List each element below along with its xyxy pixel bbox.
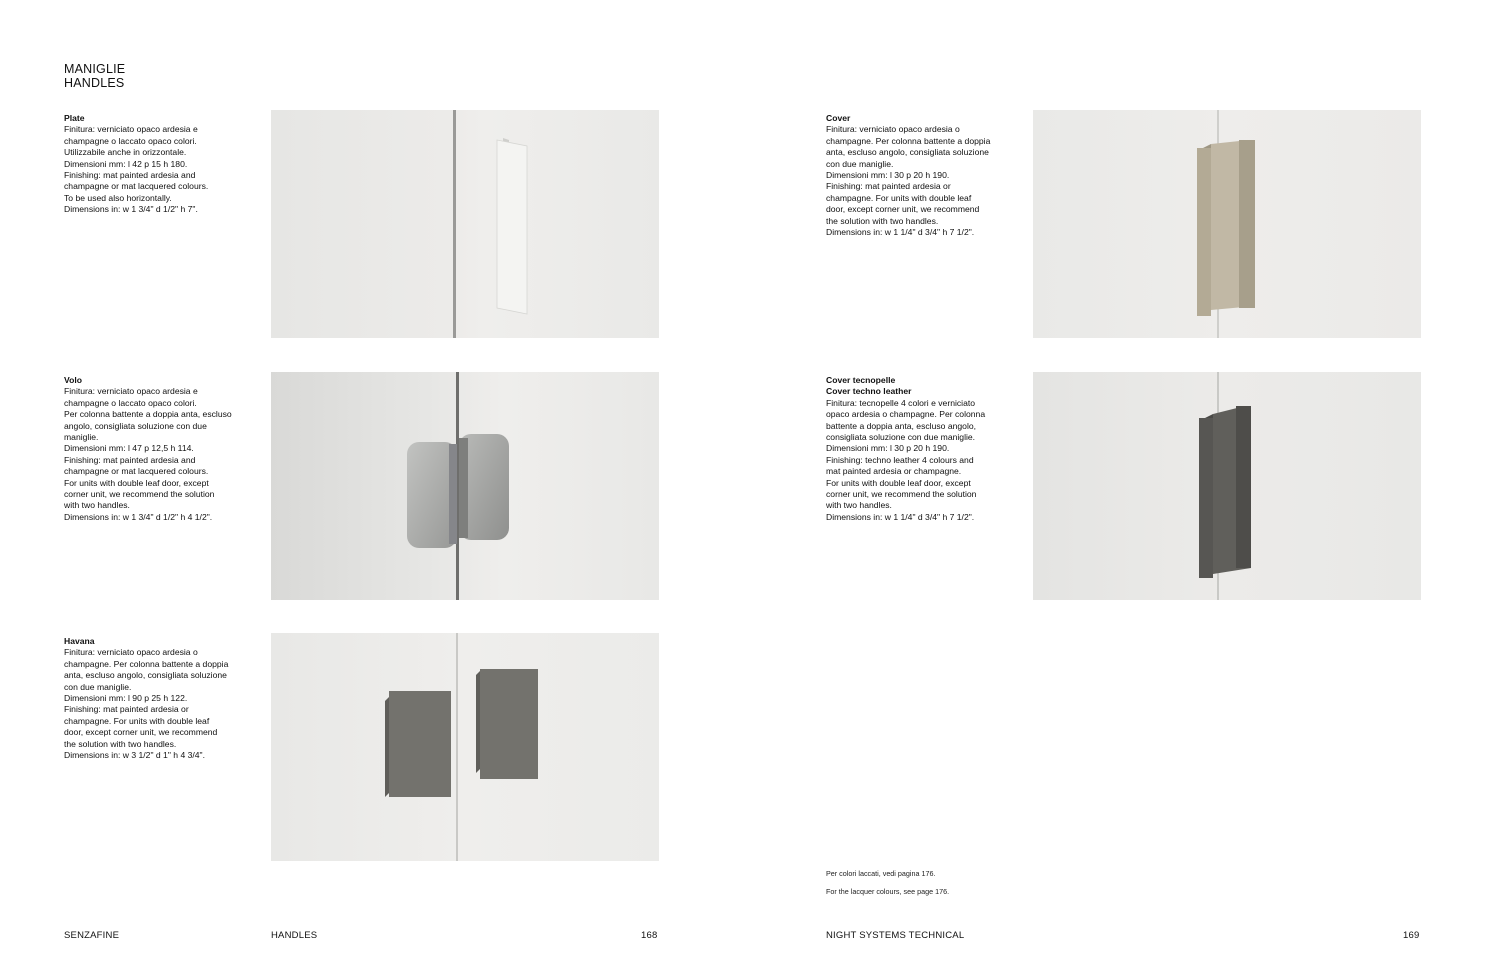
product-name-cover-tecnopelle: Cover tecnopelle <box>826 375 896 385</box>
havana-description <box>64 636 254 761</box>
product-name-cover: Cover <box>826 113 851 123</box>
cover-line: door, except corner unit, we recommend <box>826 204 980 215</box>
footer-section-right: NIGHT SYSTEMS TECHNICAL <box>826 930 965 941</box>
volo-line: corner unit, we recommend the solution <box>64 489 215 500</box>
cover-handle-photo <box>1033 110 1421 338</box>
cover-tecnopelle-line: For units with double leaf door, except <box>826 477 971 488</box>
havana-line: anta, escluso angolo, consigliata soluzione <box>64 670 227 681</box>
cover-tecnopelle-description <box>826 375 1016 523</box>
product-name-cover-techno-leather: Cover techno leather <box>826 386 912 397</box>
product-name-havana: Havana <box>64 636 95 646</box>
cover-description <box>826 113 1016 238</box>
footer-section-left: HANDLES <box>271 930 318 941</box>
lacquer-note-it: Per colori laccati, vedi pagina 176. <box>826 869 936 878</box>
plate-handle-illustration <box>271 110 659 338</box>
plate-description <box>64 113 254 216</box>
volo-line: champagne o laccato opaco colori. <box>64 397 197 408</box>
volo-line: maniglie. <box>64 432 99 443</box>
lacquer-note-en: For the lacquer colours, see page 176. <box>826 887 950 896</box>
section-title-it: MANIGLIE <box>64 62 126 76</box>
footer-page-left: 168 <box>641 930 658 941</box>
plate-line: champagne or mat lacquered colours. <box>64 181 209 192</box>
volo-line: Per colonna battente a doppia anta, escluso <box>64 409 232 420</box>
volo-line: Finishing: mat painted ardesia and <box>64 454 196 465</box>
cover-tecnopelle-line: opaco ardesia o champagne. Per colonna <box>826 409 986 420</box>
volo-handle-photo <box>271 372 659 600</box>
volo-line: angolo, consigliata soluzione con due <box>64 420 207 431</box>
volo-line: For units with double leaf door, except <box>64 477 209 488</box>
volo-line: Dimensioni mm: l 47 p 12,5 h 114. <box>64 443 194 454</box>
cover-line: champagne. For units with double leaf <box>826 192 972 203</box>
plate-line: Finitura: verniciato opaco ardesia e <box>64 124 198 135</box>
havana-line: con due maniglie. <box>64 681 132 692</box>
cover-tecnopelle-line: consigliata soluzione con due maniglie. <box>826 432 976 443</box>
havana-line: champagne. Per colonna battente a doppia <box>64 658 229 669</box>
havana-line: door, except corner unit, we recommend <box>64 727 218 738</box>
section-title <box>64 62 125 90</box>
havana-line: the solution with two handles. <box>64 738 177 749</box>
cover-line: con due maniglie. <box>826 158 894 169</box>
volo-line: champagne or mat lacquered colours. <box>64 466 209 477</box>
havana-handle-illustration <box>271 633 659 861</box>
cover-tecnopelle-line: corner unit, we recommend the solution <box>826 489 977 500</box>
plate-line: Utilizzabile anche in orizzontale. <box>64 147 187 158</box>
plate-handle-photo <box>271 110 659 338</box>
cover-tecnopelle-line: Dimensions in: w 1 1/4" d 3/4" h 7 1/2". <box>826 511 975 522</box>
havana-line: Finishing: mat painted ardesia or <box>64 704 189 715</box>
havana-line: Dimensions in: w 3 1/2" d 1" h 4 3/4". <box>64 750 205 761</box>
product-name-volo: Volo <box>64 375 82 385</box>
volo-description <box>64 375 254 523</box>
cover-tecnopelle-line: with two handles. <box>826 500 892 511</box>
cover-tecnopelle-line: Dimensioni mm: l 30 p 20 h 190. <box>826 443 950 454</box>
footer-page-right: 169 <box>1403 930 1420 941</box>
section-title-en: HANDLES <box>64 76 125 90</box>
cover-handle-illustration <box>1033 110 1421 338</box>
cover-line: champagne. Per colonna battente a doppia <box>826 135 991 146</box>
plate-line: Dimensions in: w 1 3/4" d 1/2" h 7". <box>64 204 198 215</box>
cover-tecnopelle-handle-photo <box>1033 372 1421 600</box>
volo-line: with two handles. <box>64 500 130 511</box>
volo-line: Finitura: verniciato opaco ardesia e <box>64 386 198 397</box>
cover-tecnopelle-line: Finitura: tecnopelle 4 colori e verniciato <box>826 397 976 408</box>
cover-tecnopelle-handle-illustration <box>1033 372 1421 600</box>
havana-line: Finitura: verniciato opaco ardesia o <box>64 647 198 658</box>
cover-line: the solution with two handles. <box>826 215 939 226</box>
cover-line: Dimensioni mm: l 30 p 20 h 190. <box>826 170 950 181</box>
cover-tecnopelle-line: battente a doppia anta, escluso angolo, <box>826 420 977 431</box>
cover-line: anta, escluso angolo, consigliata soluzione <box>826 147 989 158</box>
plate-line: champagne o laccato opaco colori. <box>64 135 197 146</box>
product-name-plate: Plate <box>64 113 85 123</box>
volo-line: Dimensions in: w 1 3/4" d 1/2" h 4 1/2". <box>64 511 213 522</box>
cover-line: Finishing: mat painted ardesia or <box>826 181 951 192</box>
havana-handle-photo <box>271 633 659 861</box>
cover-line: Finitura: verniciato opaco ardesia o <box>826 124 960 135</box>
volo-handle-illustration <box>271 372 659 600</box>
cover-tecnopelle-line: Finishing: techno leather 4 colours and <box>826 454 974 465</box>
plate-line: To be used also horizontally. <box>64 192 172 203</box>
havana-line: champagne. For units with double leaf <box>64 715 210 726</box>
cover-line: Dimensions in: w 1 1/4" d 3/4" h 7 1/2". <box>826 227 975 238</box>
plate-line: Dimensioni mm: l 42 p 15 h 180. <box>64 158 188 169</box>
plate-line: Finishing: mat painted ardesia and <box>64 170 196 181</box>
cover-tecnopelle-line: mat painted ardesia or champagne. <box>826 466 962 477</box>
havana-line: Dimensioni mm: l 90 p 25 h 122. <box>64 693 188 704</box>
footer-brand: SENZAFINE <box>64 930 120 941</box>
